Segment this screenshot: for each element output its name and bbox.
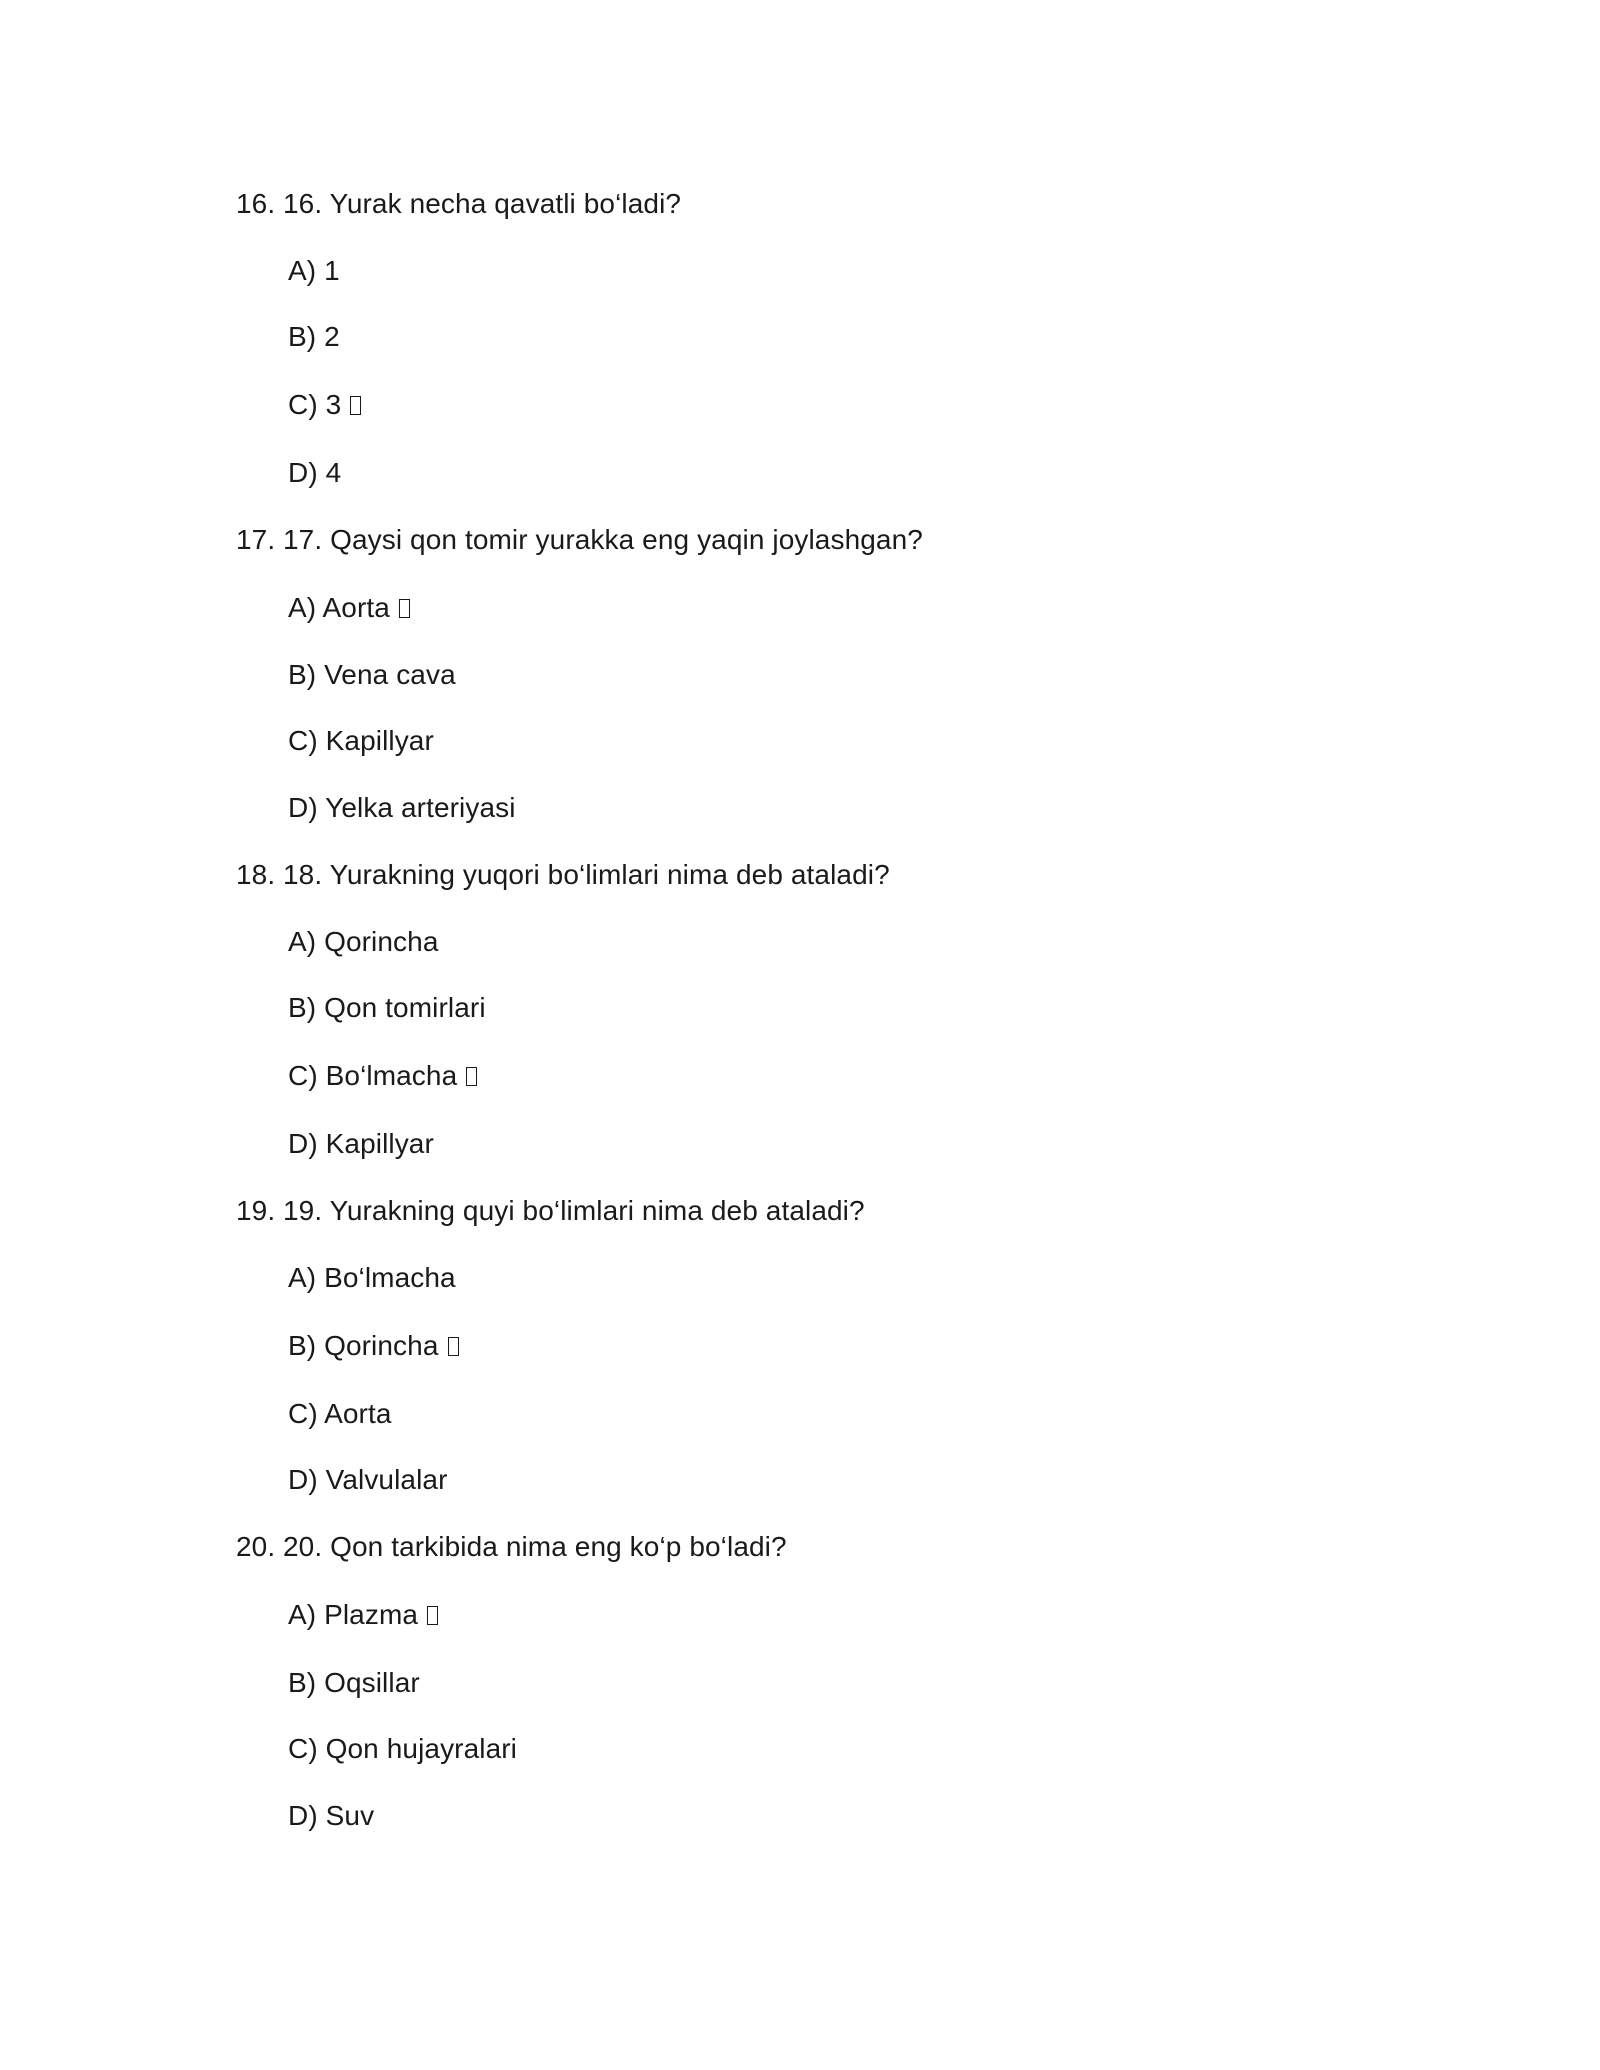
option-18-b	[288, 990, 486, 1026]
option-text: C) 3	[288, 389, 342, 420]
option-text: D) Suv	[288, 1800, 375, 1831]
answer-mark-icon	[466, 1067, 477, 1086]
question-20	[236, 1529, 787, 1565]
option-text: D) 4	[288, 457, 342, 488]
option-text: B) Qorincha	[288, 1330, 439, 1361]
option-text: A) Bo‘lmacha	[288, 1262, 456, 1293]
option-18-d	[288, 1126, 434, 1162]
question-number: 16.	[236, 188, 276, 219]
option-18-a	[288, 924, 439, 960]
option-18-c	[288, 1058, 477, 1094]
option-text: C) Kapillyar	[288, 725, 434, 756]
option-text: A) Qorincha	[288, 926, 439, 957]
option-text: B) 2	[288, 321, 340, 352]
answer-mark-icon	[399, 599, 410, 618]
answer-mark-icon	[350, 396, 361, 415]
option-text: D) Kapillyar	[288, 1128, 434, 1159]
option-text: A) Aorta	[288, 592, 390, 623]
question-text: 20. Qon tarkibida nima eng ko‘p bo‘ladi?	[283, 1531, 787, 1562]
question-16	[236, 186, 681, 222]
question-number: 18.	[236, 859, 276, 890]
option-text: B) Oqsillar	[288, 1667, 420, 1698]
option-16-a	[288, 253, 340, 289]
option-text: C) Bo‘lmacha	[288, 1060, 458, 1091]
option-20-c	[288, 1731, 517, 1767]
option-19-c	[288, 1396, 392, 1432]
question-text: 18. Yurakning yuqori bo‘limlari nima deb ataladi?	[283, 859, 890, 890]
option-19-b	[288, 1328, 459, 1364]
question-text: 17. Qaysi qon tomir yurakka eng yaqin joylashgan?	[283, 524, 923, 555]
question-number: 17.	[236, 524, 276, 555]
option-text: D) Valvulalar	[288, 1464, 448, 1495]
option-16-c	[288, 387, 361, 423]
option-17-d	[288, 790, 516, 826]
option-20-d	[288, 1798, 374, 1834]
option-19-a	[288, 1260, 456, 1296]
question-text: 16. Yurak necha qavatli bo‘ladi?	[283, 188, 682, 219]
option-17-a	[288, 590, 410, 626]
option-text: B) Vena cava	[288, 659, 456, 690]
option-16-d	[288, 455, 341, 491]
option-20-b	[288, 1665, 420, 1701]
option-17-c	[288, 723, 434, 759]
option-text: C) Aorta	[288, 1398, 392, 1429]
question-number: 19.	[236, 1195, 276, 1226]
option-text: C) Qon hujayralari	[288, 1733, 517, 1764]
option-text: A) 1	[288, 255, 340, 286]
option-text: A) Plazma	[288, 1599, 419, 1630]
option-17-b	[288, 657, 456, 693]
option-19-d	[288, 1462, 448, 1498]
question-17	[236, 522, 923, 558]
answer-mark-icon	[448, 1337, 459, 1356]
option-20-a	[288, 1597, 438, 1633]
question-19	[236, 1193, 865, 1229]
question-text: 19. Yurakning quyi bo‘limlari nima deb ataladi?	[283, 1195, 865, 1226]
option-16-b	[288, 319, 340, 355]
question-18	[236, 857, 890, 893]
option-text: B) Qon tomirlari	[288, 992, 486, 1023]
answer-mark-icon	[427, 1606, 438, 1625]
option-text: D) Yelka arteriyasi	[288, 792, 516, 823]
question-number: 20.	[236, 1531, 276, 1562]
